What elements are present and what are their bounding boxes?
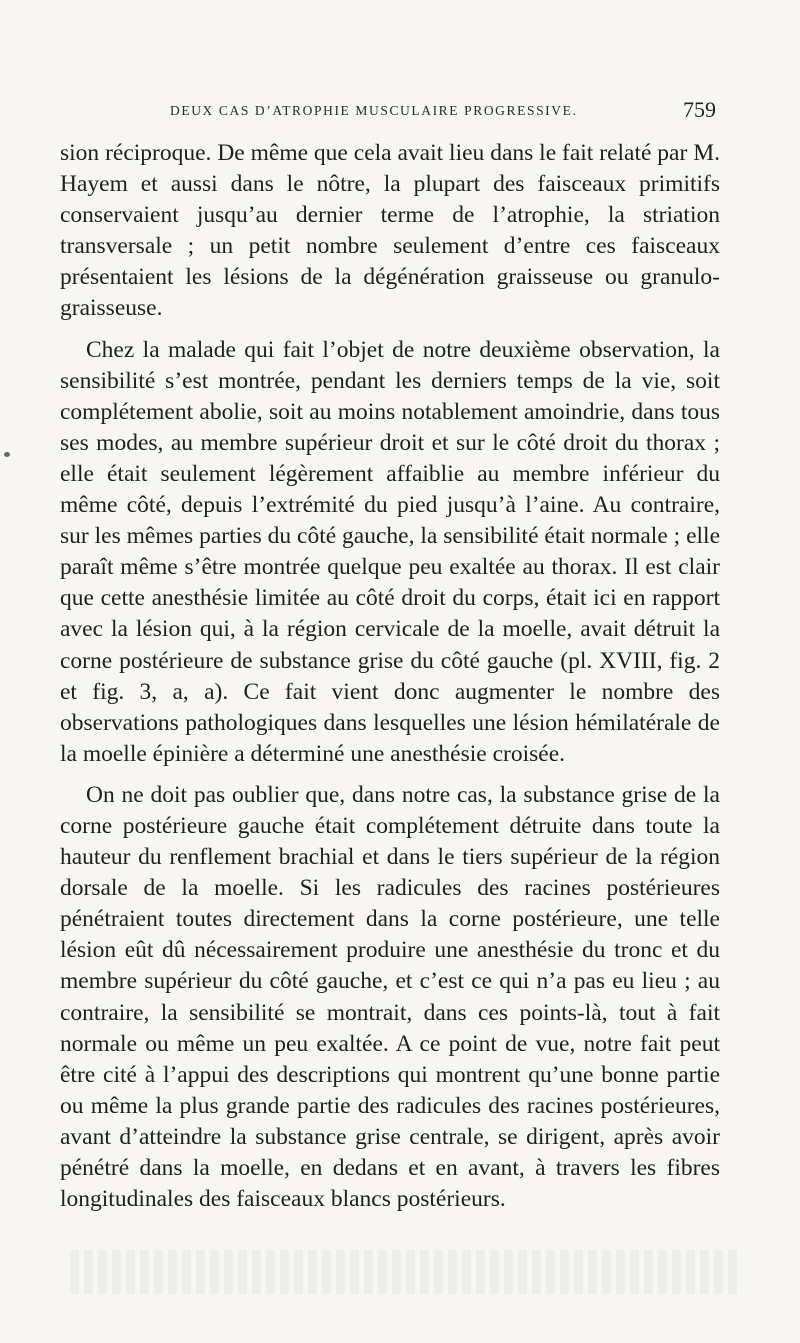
paragraph: On ne doit pas oublier que, dans notre cas, la substance grise de la corne postérieure gauche était complétement détruite dans toute la hauteur du renflement brachial et dans le tiers supérieur de la région dorsale de la moelle. Si les radicules des racines postérieures pénétraient toutes directement dans la corne postérieure, une telle lésion eût dû nécessairement produire une anesthésie du tronc et du membre supérieur du côté gauche, et c’est ce qui n’a pas eu lieu ; au contraire, la sensibilité se montrait, dans ces points-là, tout à fait normale ou même un peu exaltée. A ce point de vue, notre fait peut être cité à l’appui des descriptions qui montrent qu’une bonne partie ou même la plus grande partie des radicules des racines postérieures, avant d’atteindre la substance grise centrale, se dirigent, après avoir pénétré dans la moelle, en dedans et en avant, à travers les fibres longitudinales des faisceaux blancs postérieurs. — [60, 781, 720, 1213]
bleed-through-text — [70, 1250, 740, 1294]
page-number: 759 — [683, 97, 716, 122]
paragraph: sion réciproque. De même que cela avait lieu dans le fait relaté par M. Hayem et aussi dans le nôtre, la plupart des faisceaux primitifs conservaient jusqu’au dernier terme de l’atrophie, la striation transversale ; un petit nombre seulement d’entre ces faisceaux présentaient les lésions de la dégénération graisseuse ou granulo-graisseuse. — [60, 140, 720, 322]
paragraph: Chez la malade qui fait l’objet de notre deuxième observation, la sensibilité s’est montrée, pendant les derniers temps de la vie, soit complétement abolie, soit au moins notablement amoindrie, dans tous ses modes, au membre supérieur droit et sur le côté droit du thorax ; elle était seulement légèrement affaiblie au membre inférieur du même côté, depuis l’extrémité du pied jusqu’à l’aine. Au contraire, sur les mêmes parties du côté gauche, la sensibilité était normale ; elle paraît même s’être montrée quelque peu exaltée au thorax. Il est clair que cette anesthésie limitée au côté droit du corps, était ici en rapport avec la lésion qui, à la région cervicale de la moelle, avait détruit la corne postérieure de substance grise du côté gauche (pl. XVIII, fig. 2 et fig. 3, a, a). Ce fait vient donc augmenter le nombre des observations pathologiques dans lesquelles une lésion hémilatérale de la moelle épinière a déterminé une anesthésie croisée. — [60, 336, 720, 767]
running-title: DEUX CAS D’ATROPHIE MUSCULAIRE PROGRESSIVE. — [170, 103, 578, 118]
ink-speck — [4, 452, 10, 457]
page-header — [60, 97, 716, 123]
body-text — [60, 138, 720, 1215]
